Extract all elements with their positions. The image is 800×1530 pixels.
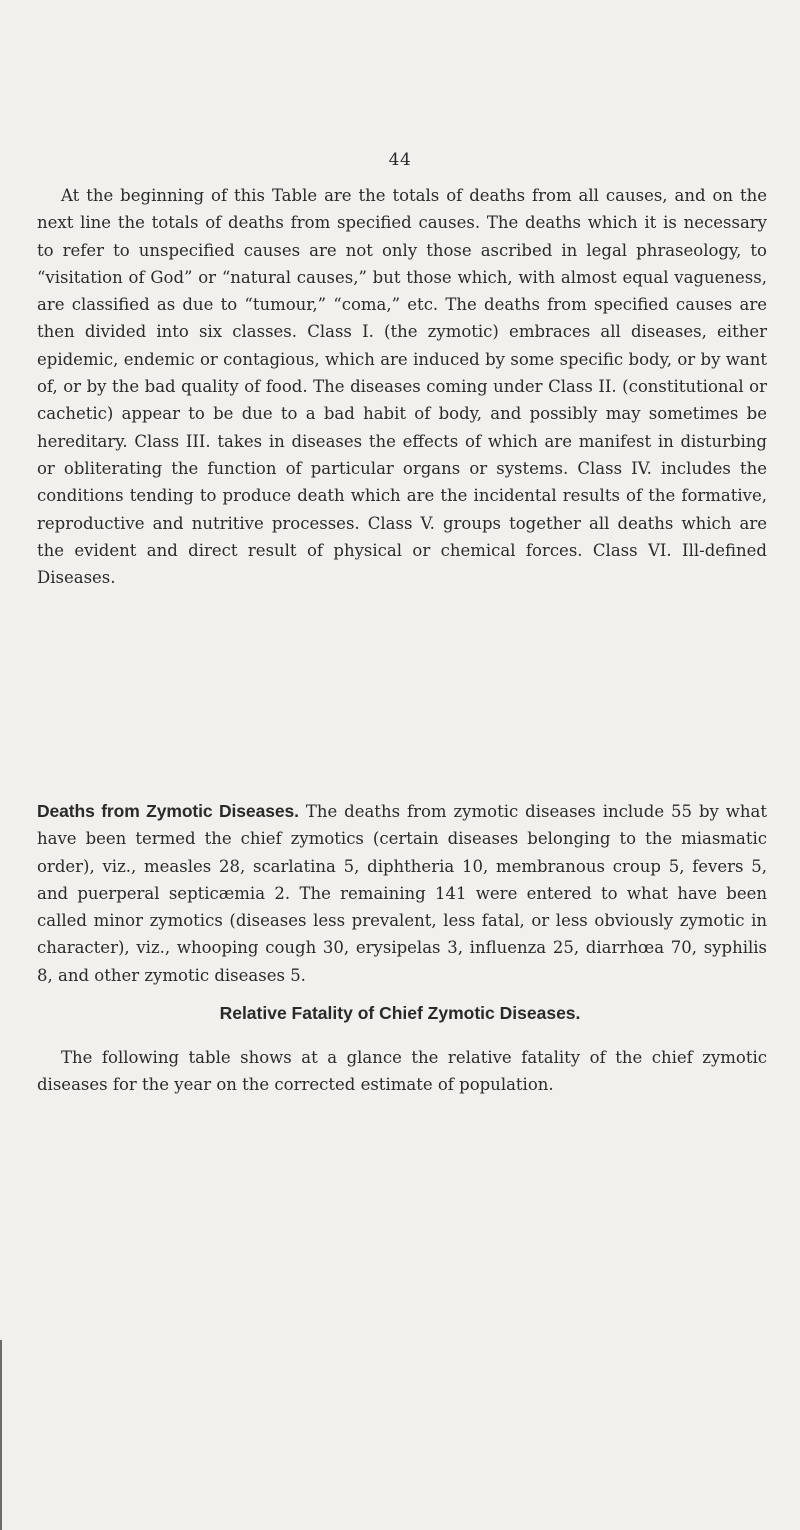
page-number: 44	[388, 150, 412, 170]
page-edge-shadow	[0, 1340, 2, 1530]
paragraph-zymotic-deaths-text: The deaths from zymotic diseases include 55 by what have been termed the chief zymotics (certain diseases belonging to the miasmatic order), viz., measles 28, scarlatina 5, diphtheria 10, membranous croup 5, fevers 5, and puerperal septicæmia 2. The remaining 141 were entered to what have been called minor zymotics (diseases less prevalent, less fatal, or less obviously zymotic in character), viz., whooping cough 30, erysipelas 3, influenza 25, diarrhœa 70, syphilis 8, and other zymotic diseases 5.	[37, 802, 767, 985]
paragraph-relative-fatality: The following table shows at a glance the relative fatality of the chief zymotic diseases for the year on the corrected estimate of population.	[37, 1048, 767, 1095]
section-heading-zymotic-deaths: Deaths from Zymotic Diseases.	[37, 801, 299, 821]
section-heading-relative-fatality: Relative Fatality of Chief Zymotic Diseases.	[219, 1003, 581, 1023]
paragraph-table-explanation: At the beginning of this Table are the totals of deaths from all causes, and on the next line the totals of deaths from specified causes. The deaths which it is necessary to refer to unspecified causes are not only those ascribed in legal phraseology, to “visitation of God” or “natural causes,” but those which, with almost equal vagueness, are classified as due to “tumour,” “coma,” etc. The deaths from specified causes are then divided into six classes. Class I. (the zymotic) embraces all diseases, either epidemic, endemic or contagious, which are induced by some specific body, or by want of, or by the bad quality of food. The diseases coming under Class II. (constitutional or cachetic) appear to be due to a bad habit of body, and possibly may sometimes be hereditary. Class III. takes in diseases the effects of which are manifest in disturbing or obliterating the function of particular organs or systems. Class IV. includes the conditions tending to produce death which are the incidental results of the formative, reproductive and nutritive processes. Class V. groups together all deaths which are the evident and direct result of physical or chemical forces. Class VI. Ill-defined Diseases.	[37, 186, 767, 588]
paragraph-zymotic-deaths	[37, 798, 767, 989]
